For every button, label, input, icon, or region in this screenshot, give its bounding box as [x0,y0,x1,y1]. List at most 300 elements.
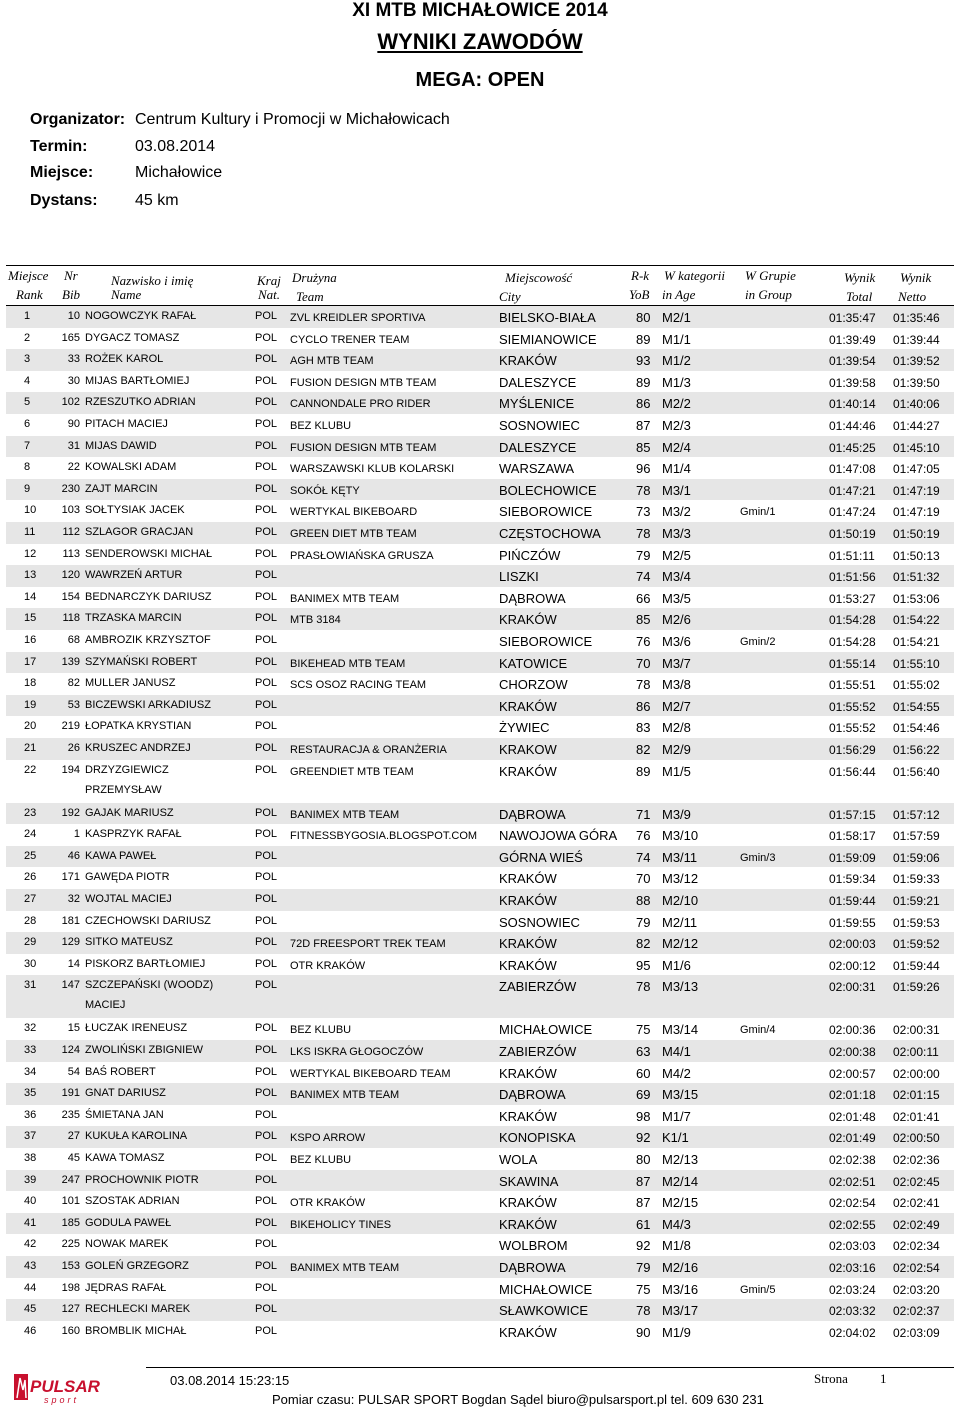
footer-rule [146,1367,954,1368]
age-cat-cell: M2/14 [662,1173,699,1189]
city-cell: KRAKÓW [499,763,557,779]
rank-cell: 9 [24,482,31,495]
age-cat-cell: M3/12 [662,871,699,887]
name-cell: BROMBLIK MICHAŁ [85,1324,187,1337]
city-cell: DĄBROWA [499,590,566,606]
name-cell: ZAJT MARCIN [85,482,158,495]
name-cell: DYGACZ TOMASZ [85,331,180,344]
city-cell: DĄBROWA [499,1087,566,1103]
nat-cell: POL [255,310,278,322]
net-time-cell: 01:47:19 [893,505,940,520]
result-row [6,1299,954,1321]
nat-cell: POL [255,439,278,452]
date-label: Termin: [30,138,88,155]
col-yob-en: YoB [629,287,650,302]
name-cell: ŚMIETANA JAN [85,1108,164,1121]
group-cell: Gmin/1 [740,506,776,519]
nat-cell: POL [255,1195,278,1208]
total-time-cell: 01:40:14 [829,397,876,412]
yob-cell: 79 [636,1260,651,1275]
result-row [6,436,954,458]
rank-cell: 25 [24,849,37,862]
yob-cell: 75 [636,1022,651,1038]
bib-cell: 54 [67,1065,80,1078]
net-time-cell: 02:01:41 [893,1109,940,1124]
bib-cell: 118 [62,612,80,625]
result-row [6,306,954,328]
net-time-cell: 02:03:20 [893,1282,940,1297]
net-time-cell: 01:51:32 [893,570,940,585]
result-row [6,738,954,760]
net-time-cell: 02:01:15 [893,1088,940,1103]
net-time-cell: 02:02:37 [893,1304,940,1319]
age-cat-cell: M2/2 [662,396,691,412]
net-time-cell: 01:47:05 [893,462,940,477]
yob-cell: 89 [636,374,651,390]
team-cell: CANNONDALE PRO RIDER [290,398,431,411]
city-cell: KRAKÓW [499,1216,557,1232]
total-time-cell: 02:00:12 [829,958,876,973]
bib-cell: 165 [61,331,80,344]
age-cat-cell: M1/1 [662,331,691,347]
bib-cell: 185 [61,1216,80,1229]
result-row [6,1040,954,1062]
col-age-pl: W kategorii [664,268,726,283]
rank-cell: 11 [24,526,36,538]
nat-cell: POL [255,936,278,949]
col-nat-en: Nat. [258,287,281,302]
nat-cell: POL [255,1303,278,1316]
bib-cell: 139 [61,655,80,668]
net-time-cell: 01:40:06 [893,397,940,412]
nat-cell: POL [255,1173,278,1186]
nat-cell: POL [255,698,278,711]
col-bib-en: Bib [62,287,81,302]
rank-cell: 36 [24,1108,37,1121]
city-cell: KRAKÓW [499,1108,557,1124]
net-time-cell: 01:39:44 [893,332,940,347]
age-cat-cell: M1/7 [662,1108,691,1124]
col-net-pl: Wynik [900,270,932,285]
result-row [6,1105,954,1127]
name-cell: SZYMAŃSKI ROBERT [85,655,198,668]
city-cell: WOLA [499,1152,538,1167]
city-cell: KRAKÓW [499,936,557,952]
rank-cell: 16 [24,634,37,646]
yob-cell: 92 [636,1238,651,1254]
nat-cell: POL [255,482,278,495]
city-cell: DALESZYCE [499,374,577,390]
age-cat-cell: M2/5 [662,547,691,563]
age-cat-cell: M3/8 [662,677,691,693]
yob-cell: 69 [636,1087,651,1103]
rank-cell: 42 [24,1238,37,1251]
yob-cell: 92 [636,1130,651,1146]
city-cell: ZABIERZÓW [499,1044,577,1059]
result-row [6,630,954,652]
city-cell: DĄBROWA [499,1260,566,1275]
name-cell: ROŻEK KAROL [85,353,164,366]
name-cell: ZWOLIŃSKI ZBIGNIEW [85,1044,203,1056]
age-cat-cell: M3/6 [662,634,691,649]
yob-cell: 86 [636,396,651,412]
result-row [6,652,954,674]
city-cell: KATOWICE [499,655,568,671]
nat-cell: POL [255,893,278,905]
page-number: 1 [880,1371,887,1386]
total-time-cell: 02:03:16 [829,1261,876,1275]
age-cat-cell: M3/1 [662,482,691,498]
total-time-cell: 01:55:52 [829,721,876,736]
age-cat-cell: M3/9 [662,806,691,822]
header-top-rule [6,265,954,266]
team-cell: WARSZAWSKI KLUB KOLARSKI [290,463,455,476]
bib-cell: 113 [62,547,80,560]
total-time-cell: 01:51:11 [829,548,875,563]
rank-cell: 30 [24,957,37,970]
pulsar-logo [14,1370,112,1406]
result-row [6,328,954,350]
nat-cell: POL [255,871,278,884]
col-grp-en: in Group [745,287,792,302]
col-team-en: Team [296,289,324,304]
nat-cell: POL [255,1260,278,1272]
col-rank-en: Rank [16,287,43,302]
team-cell: KSPO ARROW [290,1132,366,1145]
result-row [6,867,954,889]
name-cell: BAŚ ROBERT [85,1065,156,1078]
name-cell: CZECHOWSKI DARIUSZ [85,914,211,927]
result-row [6,371,954,393]
yob-cell: 93 [636,353,651,369]
age-cat-cell: M1/5 [662,763,691,779]
team-cell: PRASŁOWIAŃSKA GRUSZA [290,549,434,562]
city-cell: DALESZYCE [499,439,577,455]
rank-cell: 7 [24,439,31,452]
nat-cell: POL [255,590,278,603]
rank-cell: 2 [24,331,31,344]
rank-cell: 35 [24,1087,37,1100]
total-time-cell: 01:50:19 [829,527,876,541]
rank-cell: 28 [24,914,37,927]
age-cat-cell: M3/3 [662,526,691,541]
name-cell: WOJTAL MACIEJ [85,893,172,905]
nat-cell: POL [255,957,278,970]
bib-cell: 22 [67,461,80,474]
yob-cell: 87 [636,1195,651,1211]
total-time-cell: 02:01:49 [829,1131,876,1146]
age-cat-cell: M3/16 [662,1281,699,1297]
city-cell: WARSZAWA [499,461,575,477]
name-cell: KAWA PAWEŁ [85,849,157,862]
total-time-cell: 02:03:03 [829,1239,876,1254]
result-row [6,392,954,414]
result-row [6,1256,954,1278]
age-cat-cell: M1/3 [662,374,691,390]
bib-cell: 1 [73,828,80,841]
nat-cell: POL [255,979,278,992]
nat-cell: POL [255,547,278,560]
bib-cell: 112 [62,526,80,538]
result-row [6,522,954,544]
yob-cell: 79 [636,914,651,930]
nat-cell: POL [255,1130,278,1143]
bib-cell: 82 [67,677,80,690]
bib-cell: 147 [61,979,80,992]
yob-cell: 87 [636,418,651,433]
total-time-cell: 02:00:57 [829,1066,876,1081]
age-cat-cell: M4/2 [662,1065,691,1081]
yob-cell: 75 [636,1281,651,1297]
result-row [6,760,954,803]
age-cat-cell: M3/17 [662,1303,699,1319]
rank-cell: 22 [24,763,37,776]
place-value: Michałowice [135,164,223,181]
rank-cell: 45 [24,1303,37,1316]
bib-cell: 192 [61,806,80,819]
net-time-cell: 01:54:55 [893,699,940,714]
rank-cell: 21 [24,742,37,754]
rank-cell: 37 [24,1130,37,1143]
yob-cell: 76 [636,634,651,649]
rank-cell: 12 [24,547,37,560]
logo-text: PULSAR [30,1377,100,1396]
net-time-cell: 01:39:52 [893,354,940,369]
name-cell: PISKORZ BARTŁOMIEJ [85,957,206,970]
result-row [6,716,954,738]
nat-cell: POL [255,612,278,625]
result-row [6,954,954,976]
city-cell: PIŃCZÓW [499,547,561,563]
team-cell: WERTYKAL BIKEBOARD [290,506,418,519]
yob-cell: 78 [636,1303,651,1319]
city-cell: NAWOJOWA GÓRA [499,828,618,844]
rank-cell: 19 [24,698,37,711]
name-cell: SZLAGOR GRACJAN [85,526,194,538]
city-cell: CHORZOW [499,677,568,693]
name-cell: NOGOWCZYK RAFAŁ [85,310,197,322]
net-time-cell: 02:02:36 [893,1153,940,1167]
bib-cell: 102 [61,396,80,409]
age-cat-cell: M2/3 [662,418,691,433]
nat-cell: POL [255,1022,278,1035]
net-time-cell: 01:56:40 [893,764,940,779]
yob-cell: 71 [636,806,651,822]
team-cell: BANIMEX MTB TEAM [290,1089,400,1102]
age-cat-cell: M2/1 [662,310,691,325]
age-cat-cell: M2/7 [662,698,691,714]
team-cell: FITNESSBYGOSIA.BLOGSPOT.COM [290,830,478,843]
result-row [6,1018,954,1040]
total-time-cell: 01:54:28 [829,635,876,649]
city-cell: BIELSKO-BIAŁA [499,310,596,325]
city-cell: SIEBOROWICE [499,504,593,520]
yob-cell: 86 [636,698,651,714]
name-cell: SENDEROWSKI MICHAŁ [85,547,213,560]
total-time-cell: 02:03:24 [829,1282,876,1297]
col-city-en: City [499,289,521,304]
nat-cell: POL [255,331,278,344]
bib-cell: 101 [61,1195,80,1208]
net-time-cell: 01:44:27 [893,419,940,433]
age-cat-cell: M3/7 [662,655,691,671]
total-time-cell: 01:35:47 [829,311,876,325]
name-cell: ŁOPATKA KRYSTIAN [85,720,192,733]
bib-cell: 53 [67,698,80,711]
yob-cell: 78 [636,526,651,541]
total-time-cell: 01:47:24 [829,505,876,520]
nat-cell: POL [255,763,278,776]
net-time-cell: 01:54:22 [893,613,940,628]
yob-cell: 78 [636,677,651,693]
team-cell: FUSION DESIGN MTB TEAM [290,441,437,454]
rank-cell: 17 [24,655,37,668]
bib-cell: 15 [67,1022,80,1035]
net-time-cell: 02:03:09 [893,1325,940,1340]
name-cell: ŁUCZAK IRENEUSZ [85,1022,188,1035]
name-cell: TRZASKA MARCIN [85,612,182,625]
yob-cell: 95 [636,957,651,973]
rank-cell: 27 [24,893,37,905]
team-cell: CYCLO TRENER TEAM [290,333,410,346]
total-time-cell: 02:03:32 [829,1304,876,1319]
bib-cell: 235 [61,1108,80,1121]
team-cell: BIKEHEAD MTB TEAM [290,657,406,670]
col-yob-pl: R-k [631,268,650,283]
rank-cell: 14 [24,590,37,603]
yob-cell: 63 [636,1044,651,1059]
total-time-cell: 02:00:31 [829,980,876,995]
team-cell: FUSION DESIGN MTB TEAM [290,376,437,389]
col-bib-pl: Nr [64,268,78,283]
age-cat-cell: M1/4 [662,461,691,477]
result-row [6,608,954,630]
bib-cell: 90 [67,418,80,430]
col-name-en: Name [111,287,142,302]
total-time-cell: 02:00:38 [829,1045,876,1059]
net-time-cell: 01:59:52 [893,937,940,952]
results-subtitle: WYNIKI ZAWODÓW [377,29,583,54]
result-row [6,457,954,479]
yob-cell: 89 [636,763,651,779]
net-time-cell: 01:35:46 [893,311,940,325]
yob-cell: 83 [636,720,651,736]
bib-cell: 194 [61,763,80,776]
total-time-cell: 01:53:27 [829,591,876,606]
net-time-cell: 01:59:33 [893,872,940,887]
age-cat-cell: M1/9 [662,1324,691,1340]
net-time-cell: 02:00:31 [893,1023,940,1038]
name-cell-continued: MACIEJ [85,999,126,1012]
bib-cell: 14 [67,957,80,970]
col-nat-pl: Kraj [257,273,281,288]
result-row [6,1126,954,1148]
yob-cell: 85 [636,612,651,628]
net-time-cell: 02:00:50 [893,1131,940,1146]
result-row [6,1213,954,1235]
team-cell: BANIMEX MTB TEAM [290,592,400,605]
name-cell: KOWALSKI ADAM [85,461,177,474]
rank-cell: 38 [24,1152,37,1164]
yob-cell: 80 [636,310,651,325]
name-cell: SZOSTAK ADRIAN [85,1195,180,1208]
total-time-cell: 01:39:49 [829,332,876,347]
bib-cell: 31 [67,439,80,452]
bib-cell: 247 [61,1173,80,1186]
net-time-cell: 02:02:49 [893,1217,940,1232]
rank-cell: 32 [24,1022,37,1035]
total-time-cell: 01:58:17 [829,829,876,844]
result-row [6,349,954,371]
yob-cell: 82 [636,936,651,952]
result-row [6,1234,954,1256]
nat-cell: POL [255,742,278,754]
result-row [6,695,954,717]
age-cat-cell: M1/6 [662,957,691,973]
bib-cell: 160 [61,1324,80,1337]
net-time-cell: 01:59:44 [893,958,940,973]
bib-cell: 191 [61,1087,80,1100]
result-row [6,1278,954,1300]
name-cell: GAWĘDA PIOTR [85,871,170,884]
distance-label: Dystans: [30,192,98,209]
bib-cell: 127 [61,1303,80,1316]
result-row [6,1321,954,1343]
yob-cell: 90 [636,1324,651,1340]
city-cell: KRAKÓW [499,1324,557,1340]
name-cell: RZESZUTKO ADRIAN [85,396,196,409]
team-cell: SCS OSOZ RACING TEAM [290,679,427,692]
city-cell: MICHAŁOWICE [499,1281,593,1297]
nat-cell: POL [255,828,278,841]
bib-cell: 33 [67,353,80,366]
rank-cell: 6 [24,418,31,430]
name-cell: BICZEWSKI ARKADIUSZ [85,698,211,711]
name-cell: GODULA PAWEŁ [85,1216,172,1229]
bib-cell: 153 [61,1260,80,1272]
result-row [6,975,954,1018]
city-cell: BOLECHOWICE [499,482,597,498]
rank-cell: 13 [24,569,37,582]
nat-cell: POL [255,504,278,517]
result-row [6,1170,954,1192]
city-cell: SŁAWKOWICE [499,1303,589,1319]
rank-cell: 39 [24,1173,37,1186]
name-cell: KRUSZEC ANDRZEJ [85,742,191,754]
yob-cell: 74 [636,849,651,865]
rank-cell: 5 [24,396,31,409]
nat-cell: POL [255,914,278,927]
rank-cell: 4 [24,374,31,387]
nat-cell: POL [255,1281,278,1294]
result-row [6,932,954,954]
col-team-pl: Drużyna [292,270,337,285]
yob-cell: 70 [636,871,651,887]
total-time-cell: 01:56:44 [829,764,876,779]
team-cell: BANIMEX MTB TEAM [290,808,400,821]
organizer-label: Organizator: [30,111,126,128]
city-cell: SKAWINA [499,1173,559,1189]
nat-cell: POL [255,569,278,582]
nat-cell: POL [255,1238,278,1251]
timing-credit: Pomiar czasu: PULSAR SPORT Bogdan Sądel biuro@pulsarsport.pl tel. 609 630 231 [272,1392,764,1407]
nat-cell: POL [255,677,278,690]
total-time-cell: 01:55:51 [829,678,876,693]
bib-cell: 10 [67,310,80,322]
age-cat-cell: M3/14 [662,1022,699,1038]
total-time-cell: 01:47:21 [829,483,876,498]
nat-cell: POL [255,1087,278,1100]
